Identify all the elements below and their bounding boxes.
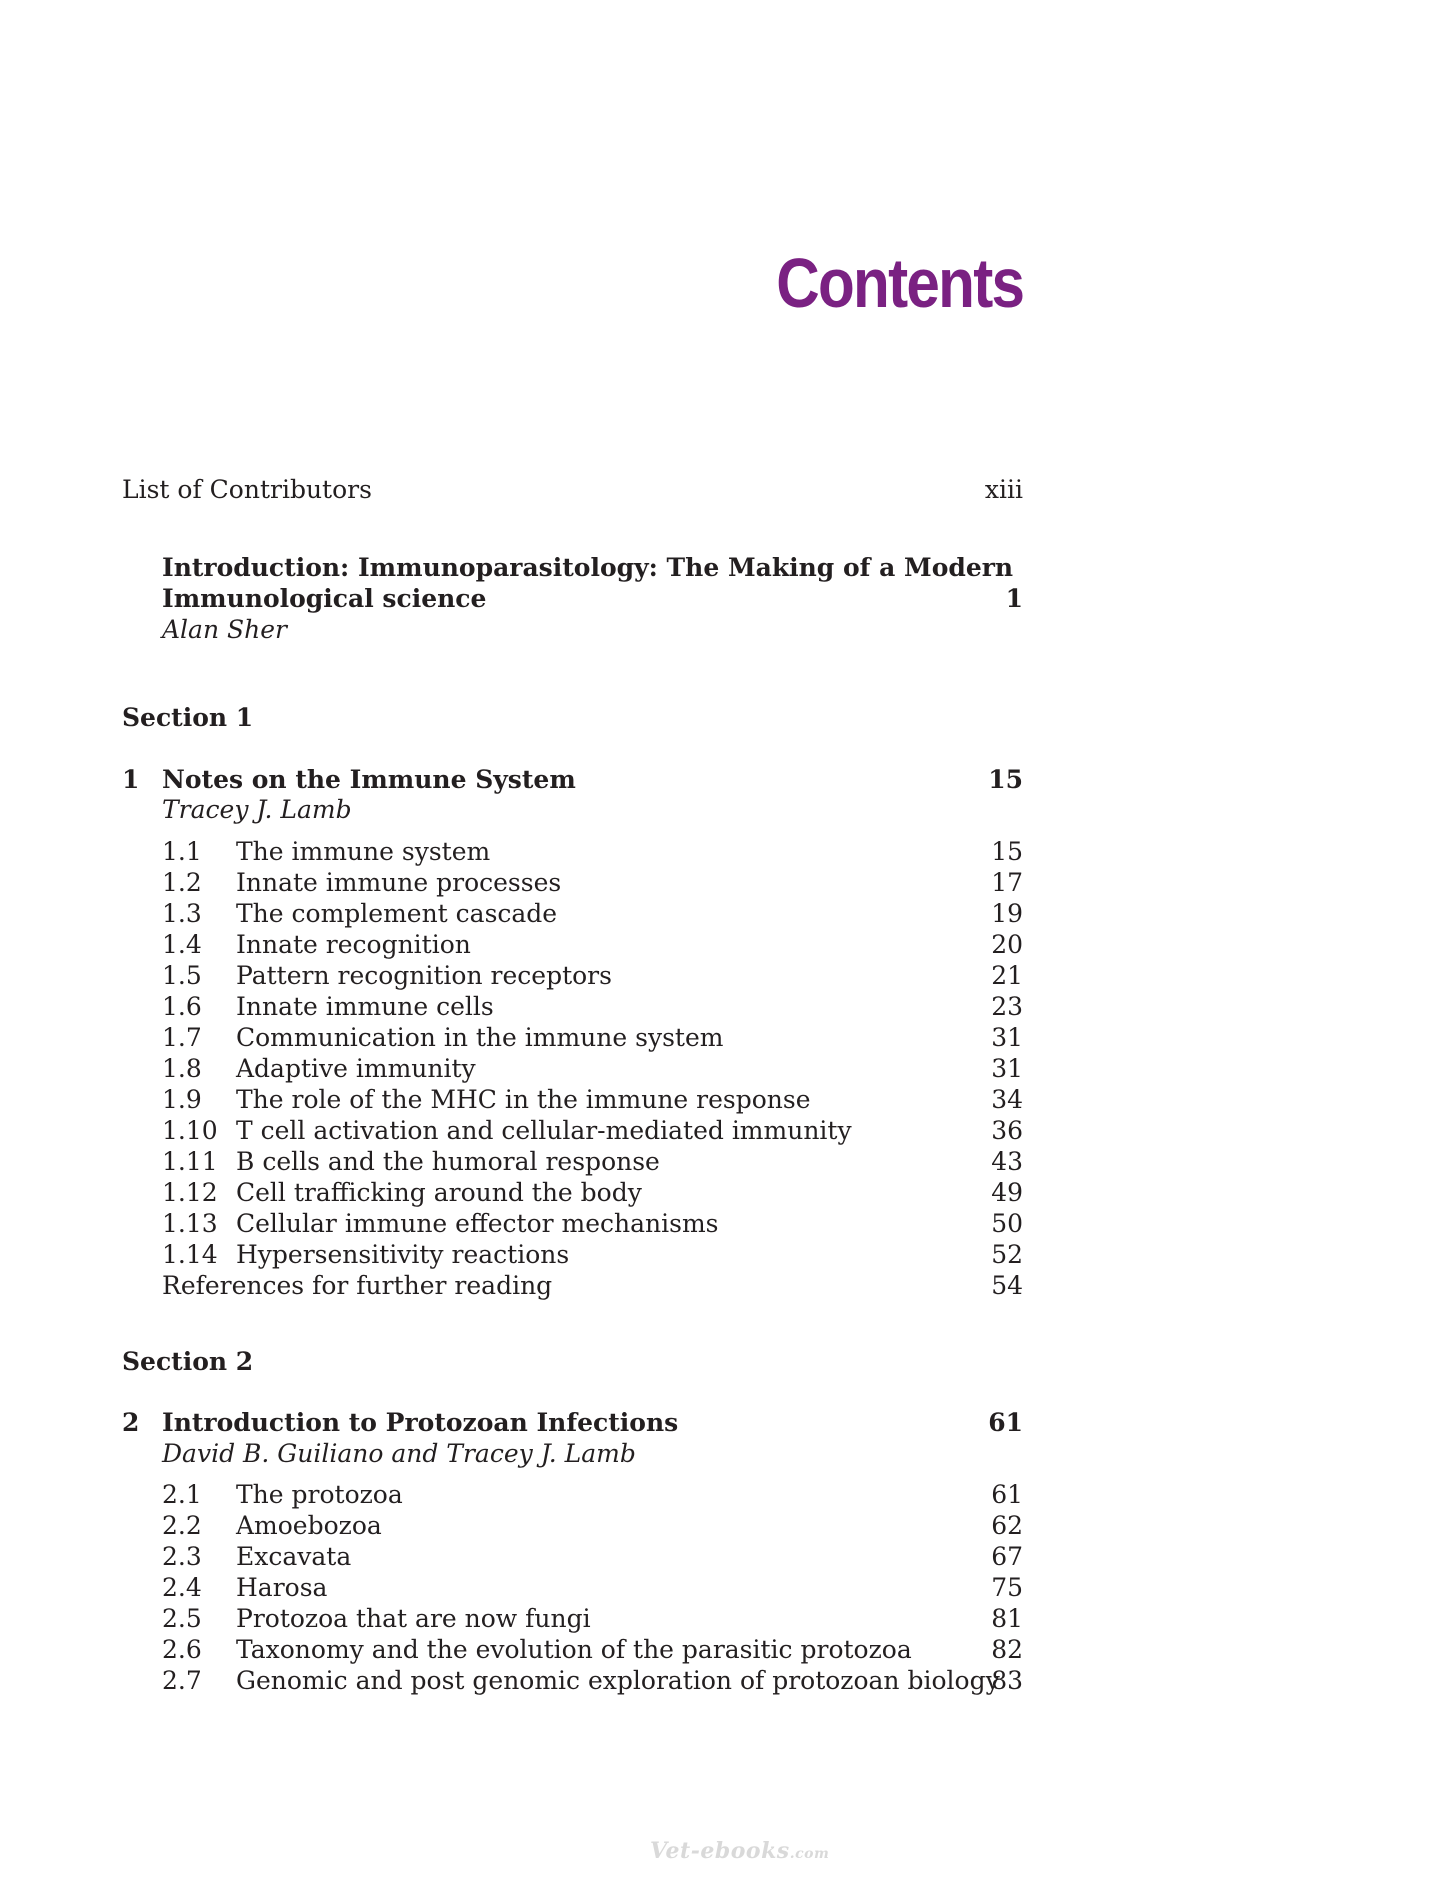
toc-entry-title: Excavata [236,1542,352,1571]
toc-entry-page: 61 [991,1480,1023,1509]
chapter-2-number: 2 [122,1408,140,1437]
toc-entry-number: 2.2 [162,1511,202,1540]
toc-entry-number: 1.14 [162,1240,218,1269]
intro-author: Alan Sher [162,615,287,644]
toc-entry-title: Harosa [236,1573,328,1602]
toc-entry[interactable] [0,1084,1445,1115]
toc-entry-number: 2.7 [162,1666,202,1695]
toc-entry[interactable] [0,1603,1445,1634]
toc-entry[interactable] [0,960,1445,991]
toc-entry-number: 2.3 [162,1542,202,1571]
references-page: 54 [991,1271,1023,1300]
toc-entry-page: 19 [991,899,1023,928]
chapter-1-author: Tracey J. Lamb [162,795,352,824]
toc-entry-page: 17 [991,868,1023,897]
toc-entry-page: 75 [991,1573,1023,1602]
toc-entry-page: 21 [991,961,1023,990]
watermark-main: Vet-ebooks [650,1838,790,1864]
toc-entry-page: 31 [991,1023,1023,1052]
toc-entry-page: 67 [991,1542,1023,1571]
chapter-1-page: 15 [988,765,1023,794]
toc-entry-title: T cell activation and cellular-mediated immunity [236,1116,852,1145]
toc-entry-page: 20 [991,930,1023,959]
toc-entry-number: 1.8 [162,1054,202,1083]
toc-entry-title: Amoebozoa [236,1511,382,1540]
toc-entry[interactable] [0,1115,1445,1146]
toc-entry[interactable] [0,1572,1445,1603]
chapter-2-author: David B. Guiliano and Tracey J. Lamb [162,1439,636,1468]
toc-entry-title: Communication in the immune system [236,1023,724,1052]
toc-entry-number: 1.5 [162,961,202,990]
toc-entry-number: 2.1 [162,1480,202,1509]
section-2-label: Section 2 [122,1347,254,1376]
toc-entry-page: 43 [991,1147,1023,1176]
toc-entry[interactable] [0,836,1445,867]
toc-entry-title: Cell trafficking around the body [236,1178,642,1207]
toc-entry-title: Protozoa that are now fungi [236,1604,591,1633]
intro-title-line2[interactable]: Immunological science [162,584,487,613]
toc-entry-title: The complement cascade [236,899,558,928]
contributors-label[interactable]: List of Contributors [122,475,372,504]
toc-entry-page: 81 [991,1604,1023,1633]
contributors-page: xiii [984,475,1023,504]
toc-entry[interactable] [0,1146,1445,1177]
toc-entry-number: 1.11 [162,1147,218,1176]
toc-entry-number: 1.1 [162,837,202,866]
toc-entry-page: 15 [991,837,1023,866]
toc-entry[interactable] [0,898,1445,929]
toc-entry-number: 1.10 [162,1116,218,1145]
toc-entry-number: 1.9 [162,1085,202,1114]
toc-entry[interactable] [0,1510,1445,1541]
chapter-1-number: 1 [122,765,140,794]
toc-entry-page: 50 [991,1209,1023,1238]
toc-entry-title: The immune system [236,837,491,866]
page-title: Contents [775,244,1023,322]
toc-entry-number: 1.12 [162,1178,218,1207]
toc-entry-page: 49 [991,1178,1023,1207]
toc-entry[interactable] [0,991,1445,1022]
toc-entry-page: 34 [991,1085,1023,1114]
toc-entry-title: Genomic and post genomic exploration of protozoan biology [236,1666,1000,1695]
toc-entry-number: 2.5 [162,1604,202,1633]
toc-entry-title: Innate immune cells [236,992,494,1021]
toc-entry-number: 1.4 [162,930,202,959]
toc-entry-number: 1.3 [162,899,202,928]
toc-entry-title: Hypersensitivity reactions [236,1240,570,1269]
toc-entry-number: 1.2 [162,868,202,897]
toc-entry-page: 31 [991,1054,1023,1083]
toc-entry-title: Innate immune processes [236,868,562,897]
toc-entry-title: Taxonomy and the evolution of the parasitic protozoa [236,1635,912,1664]
toc-entry[interactable] [0,1479,1445,1510]
toc-entry-page: 52 [991,1240,1023,1269]
toc-entry[interactable] [0,1053,1445,1084]
toc-entry-title: Innate recognition [236,930,471,959]
chapter-2-title[interactable]: Introduction to Protozoan Infections [162,1408,679,1437]
toc-entry-number: 2.4 [162,1573,202,1602]
toc-entry[interactable] [0,1022,1445,1053]
intro-page: 1 [1005,584,1023,613]
toc-entry-number: 1.7 [162,1023,202,1052]
toc-entry-number: 2.6 [162,1635,202,1664]
toc-entry-page: 83 [991,1666,1023,1695]
toc-entry[interactable] [0,1239,1445,1270]
toc-entry-page: 36 [991,1116,1023,1145]
toc-entry[interactable] [0,929,1445,960]
toc-entry-page: 62 [991,1511,1023,1540]
toc-entry-number: 1.13 [162,1209,218,1238]
watermark-logo [650,1838,829,1864]
toc-entry-title: Adaptive immunity [236,1054,476,1083]
section-1-label: Section 1 [122,703,254,732]
toc-entry[interactable] [0,1665,1445,1696]
toc-entry[interactable] [0,1634,1445,1665]
toc-entry[interactable] [0,1541,1445,1572]
toc-entry-title: The protozoa [236,1480,403,1509]
intro-title-line1[interactable]: Introduction: Immunoparasitology: The Making of a Modern [162,553,1014,582]
toc-entry-title: B cells and the humoral response [236,1147,660,1176]
toc-entry-page: 82 [991,1635,1023,1664]
toc-entry[interactable] [0,1208,1445,1239]
chapter-1-title[interactable]: Notes on the Immune System [162,765,576,794]
toc-entry-page: 23 [991,992,1023,1021]
watermark-suffix: .com [789,1846,830,1862]
toc-entry-title: Pattern recognition receptors [236,961,612,990]
toc-entry-title: Cellular immune effector mechanisms [236,1209,719,1238]
chapter-2-page: 61 [988,1408,1023,1437]
toc-entry[interactable] [0,867,1445,898]
references-label[interactable]: References for further reading [162,1271,553,1300]
toc-entry-number: 1.6 [162,992,202,1021]
toc-entry-title: The role of the MHC in the immune response [236,1085,811,1114]
toc-entry[interactable] [0,1177,1445,1208]
